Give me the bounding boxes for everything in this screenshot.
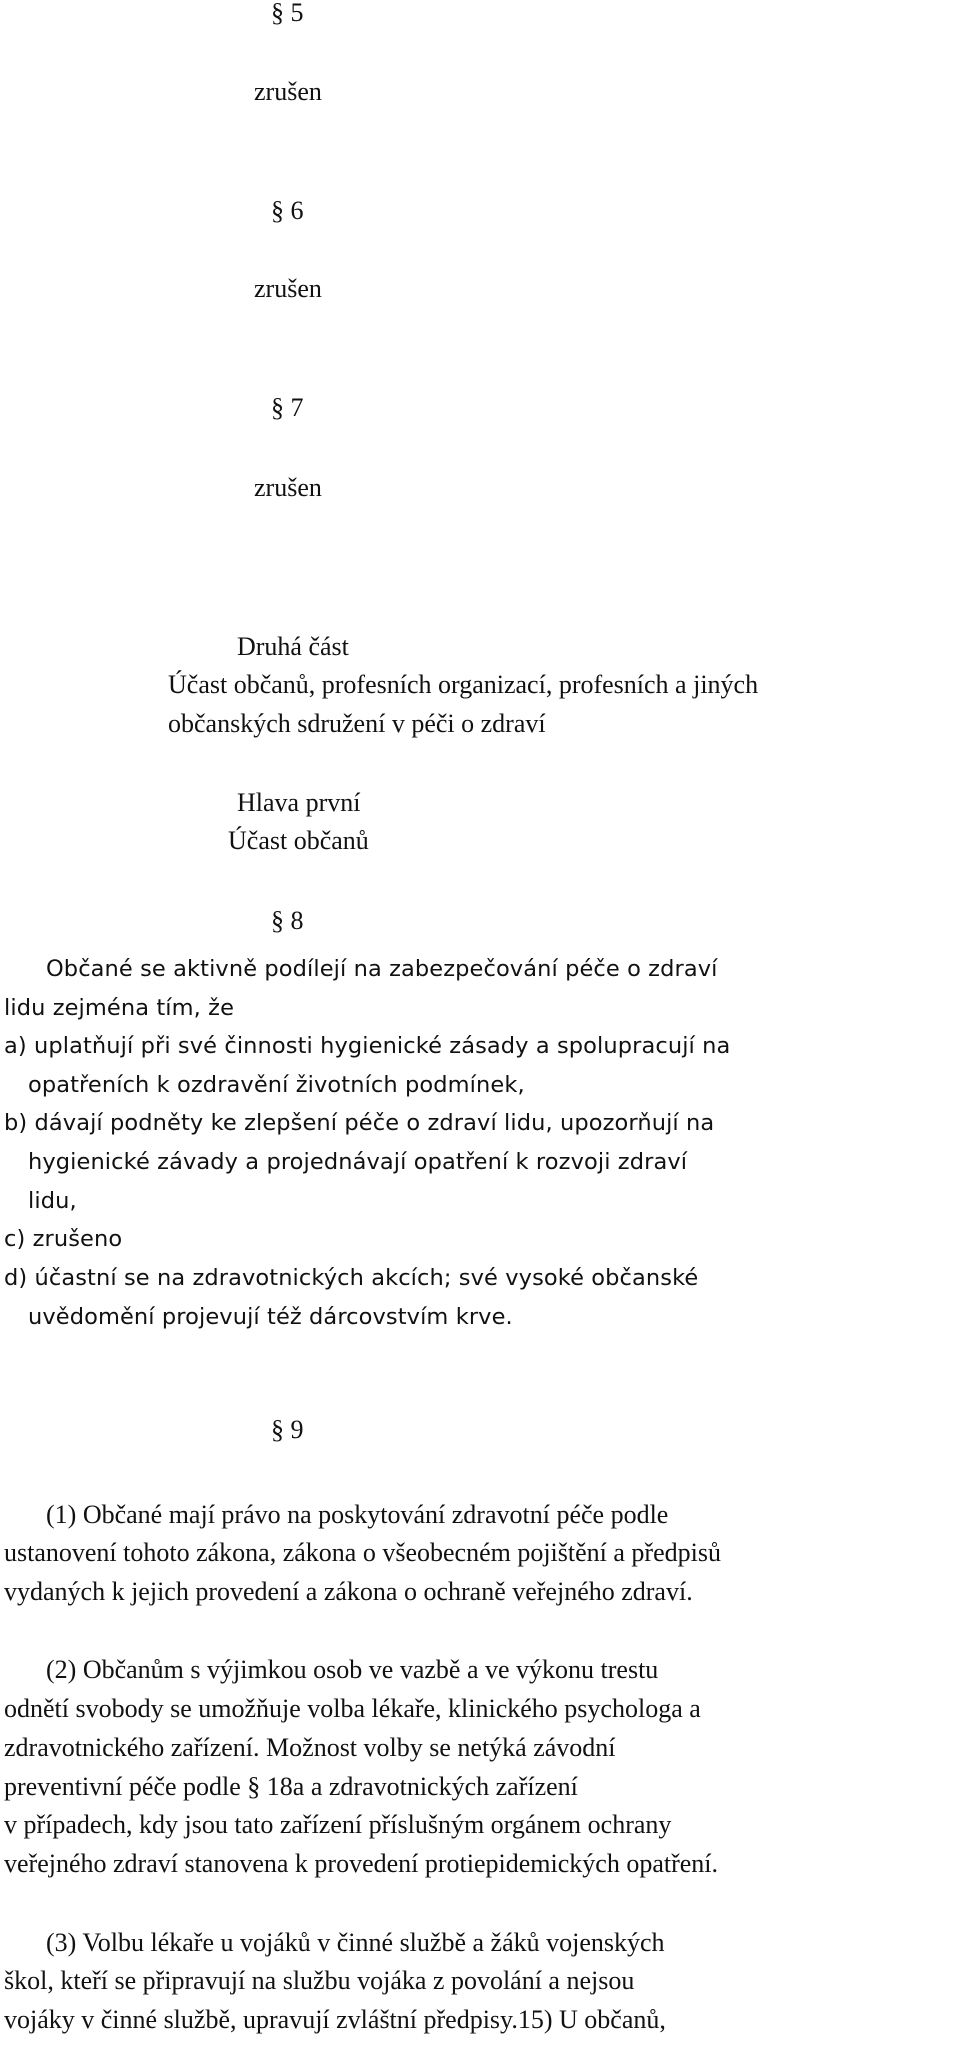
paragraph-line: Občané se aktivně podílejí na zabezpečování péče o zdraví xyxy=(46,956,718,982)
paragraph-line: lidu zejména tím, že xyxy=(4,995,235,1021)
list-item: b) dávají podněty ke zlepšení péče o zdraví lidu, upozorňují na xyxy=(4,1110,715,1136)
section-heading: § 9 xyxy=(271,1415,304,1444)
repealed-note: zrušen xyxy=(254,77,322,106)
paragraph-line: veřejného zdraví stanovena k provedení protiepidemických opatření. xyxy=(4,1849,719,1878)
paragraph-line: vydaných k jejich provedení a zákona o ochraně veřejného zdraví. xyxy=(4,1577,693,1606)
section-heading: § 7 xyxy=(271,393,304,422)
paragraph-line: ustanovení tohoto zákona, zákona o všeobecném pojištění a předpisů xyxy=(4,1538,721,1567)
paragraph-line: (2) Občanům s výjimkou osob ve vazbě a ve výkonu trestu xyxy=(46,1655,659,1684)
part-title: Druhá část xyxy=(237,632,349,661)
list-item-continuation: uvědomění projevují též dárcovstvím krve. xyxy=(28,1304,513,1330)
list-item: d) účastní se na zdravotnických akcích; své vysoké občanské xyxy=(4,1265,699,1291)
repealed-note: zrušen xyxy=(254,473,322,502)
paragraph-line: odnětí svobody se umožňuje volba lékaře, klinického psychologa a xyxy=(4,1694,701,1723)
section-heading: § 8 xyxy=(271,906,304,935)
paragraph-line: (1) Občané mají právo na poskytování zdravotní péče podle xyxy=(46,1500,669,1529)
paragraph-line: škol, kteří se připravují na službu vojáka z povolání a nejsou xyxy=(4,1966,635,1995)
paragraph-line: v případech, kdy jsou tato zařízení příslušným orgánem ochrany xyxy=(4,1810,672,1839)
paragraph-line: (3) Volbu lékaře u vojáků v činné službě a žáků vojenských xyxy=(46,1928,665,1957)
list-item: c) zrušeno xyxy=(4,1226,123,1252)
repealed-note: zrušen xyxy=(254,274,322,303)
paragraph-line: preventivní péče podle § 18a a zdravotnických zařízení xyxy=(4,1772,578,1801)
chapter-subtitle: Účast občanů xyxy=(228,826,369,855)
list-item-continuation: hygienické závady a projednávají opatření k rozvoji zdraví xyxy=(28,1149,688,1175)
section-heading: § 5 xyxy=(271,0,304,27)
list-item-continuation: opatřeních k ozdravění životních podmínek, xyxy=(28,1072,525,1098)
list-item-continuation: lidu, xyxy=(28,1188,77,1214)
section-heading: § 6 xyxy=(271,196,304,225)
part-subtitle: občanských sdružení v péči o zdraví xyxy=(168,709,546,738)
paragraph-line: vojáky v činné službě, upravují zvláštní předpisy.15) U občanů, xyxy=(4,2005,666,2034)
paragraph-line: zdravotnického zařízení. Možnost volby se netýká závodní xyxy=(4,1733,616,1762)
list-item: a) uplatňují při své činnosti hygienické zásady a spolupracují na xyxy=(4,1033,731,1059)
chapter-title: Hlava první xyxy=(237,788,361,817)
part-subtitle: Účast občanů, profesních organizací, profesních a jiných xyxy=(168,670,759,699)
